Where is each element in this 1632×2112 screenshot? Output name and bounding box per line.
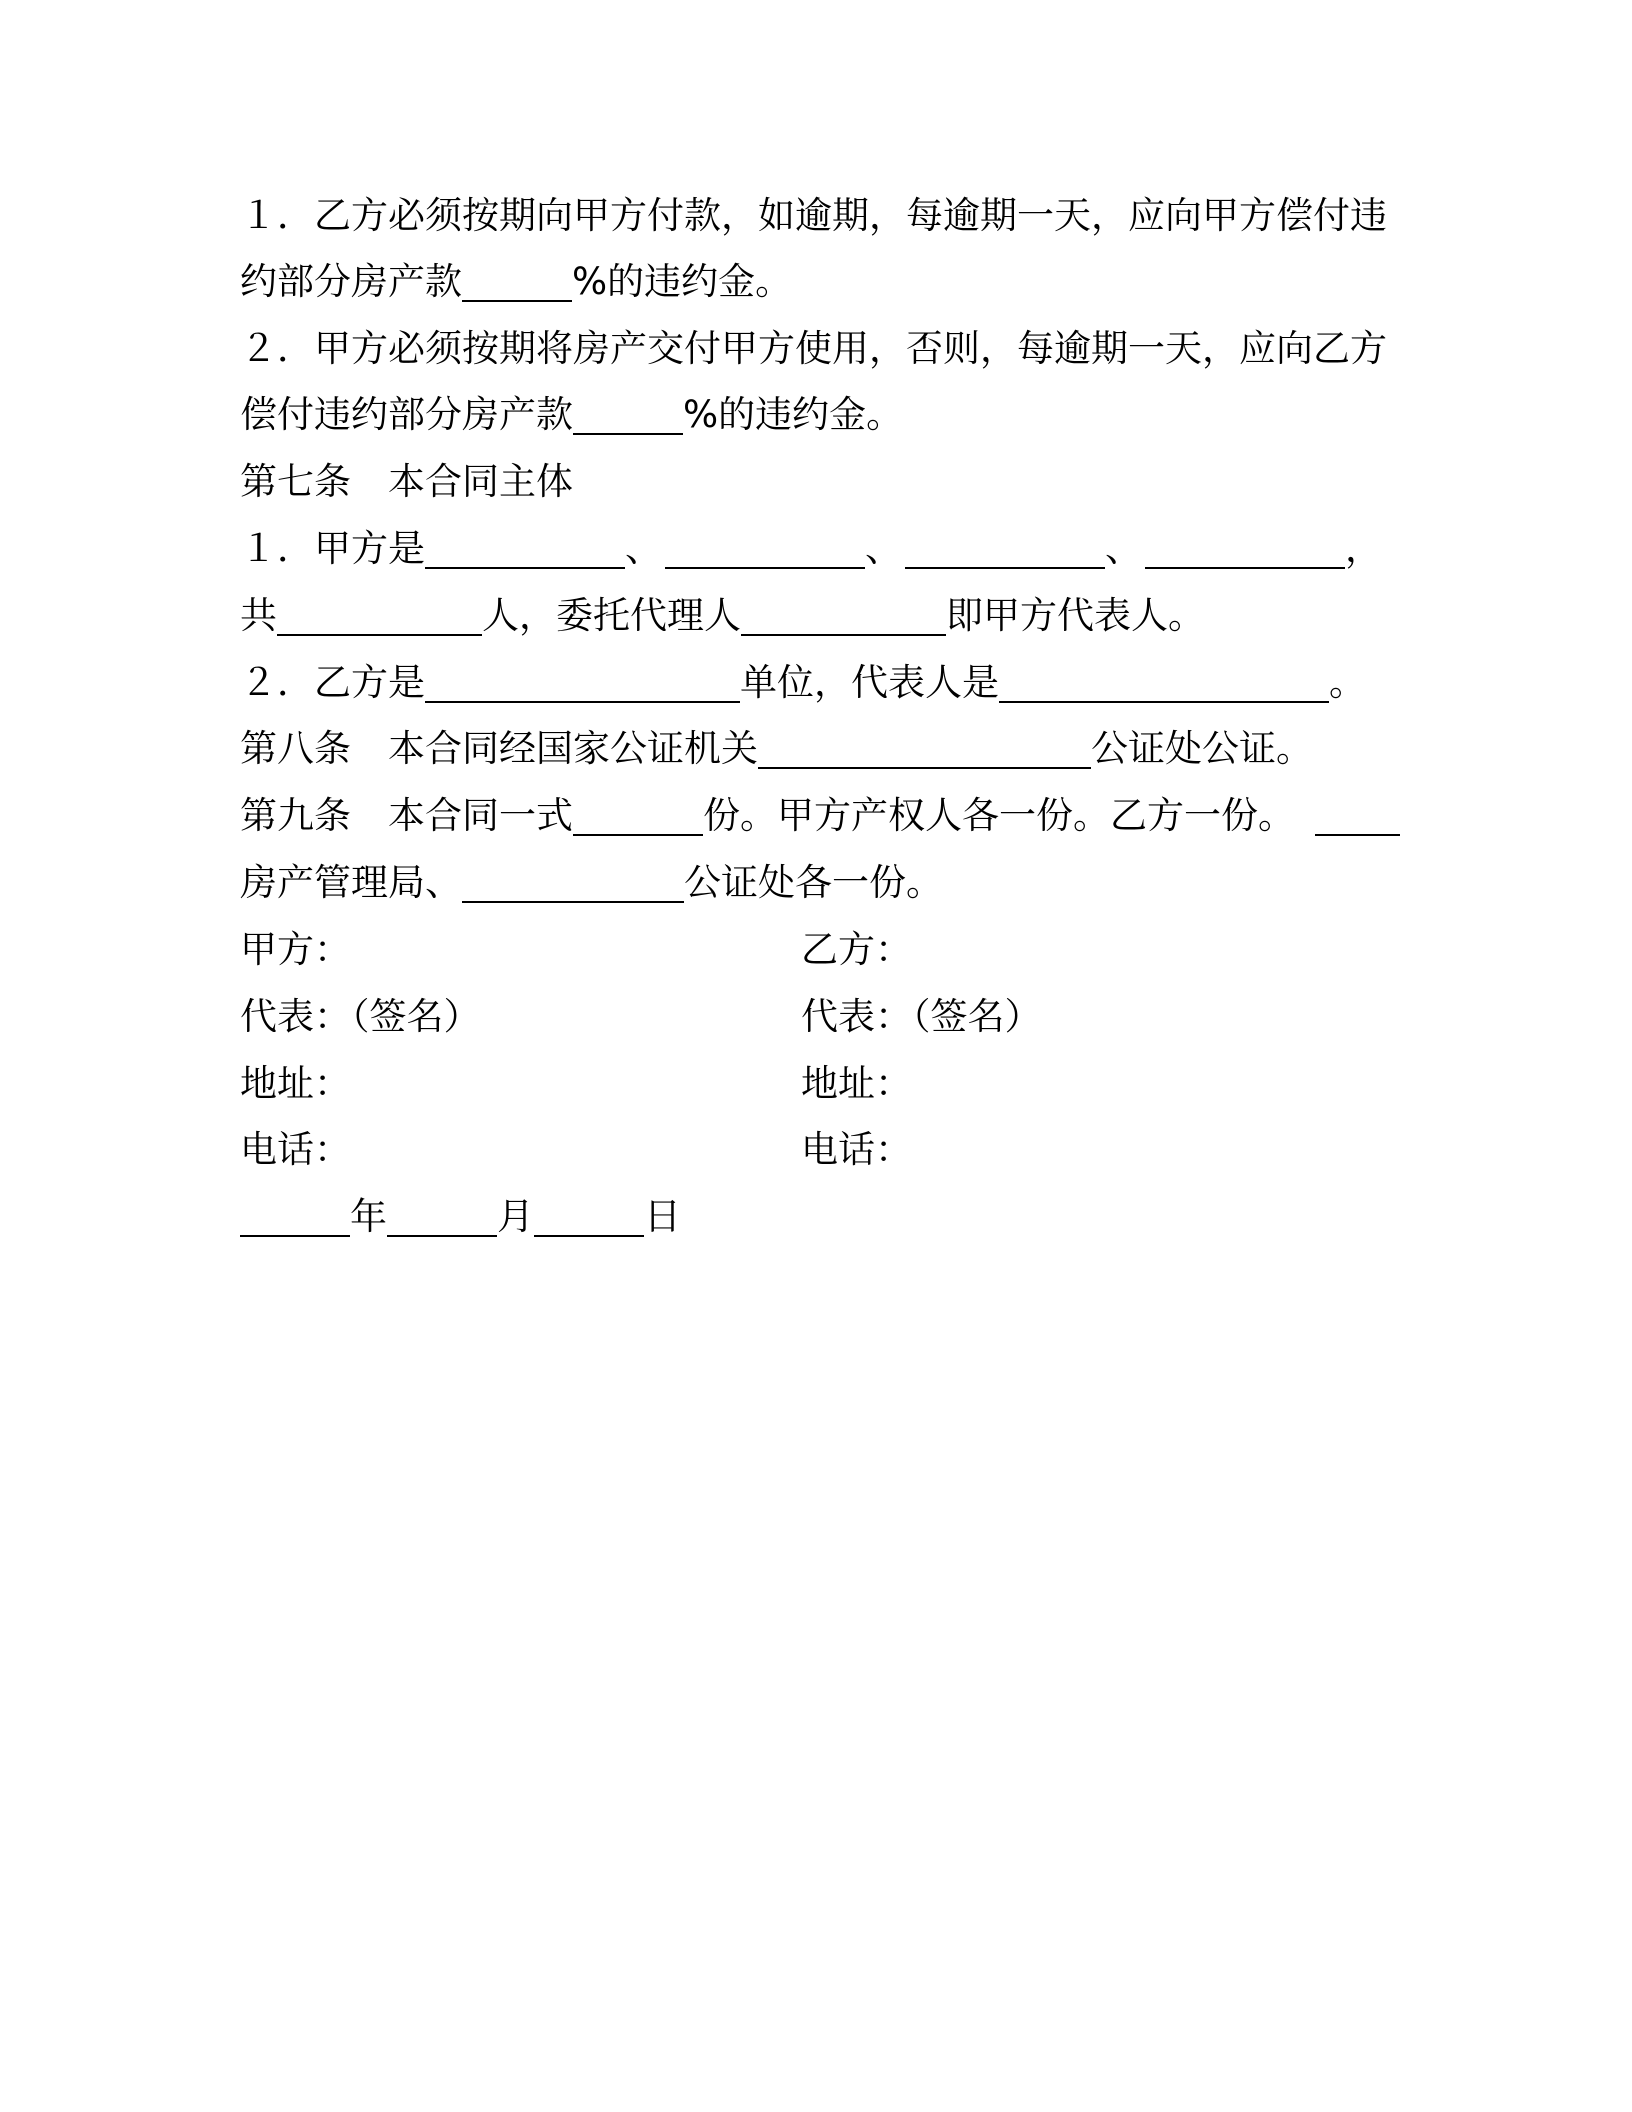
agent-label: 人，委托代理人 xyxy=(482,594,741,637)
signature-party-row xyxy=(0,922,1632,978)
party-a-phone-label: 电话： xyxy=(240,1128,351,1171)
clause7-item2-prefix: ２．乙方是 xyxy=(240,661,425,704)
year-blank[interactable] xyxy=(240,1195,350,1237)
notary-office-blank[interactable] xyxy=(462,861,684,903)
clause8 xyxy=(240,721,1313,777)
clause6-item2-text-b: 偿付违约部分房产款 xyxy=(240,393,573,436)
copies-extra-blank[interactable] xyxy=(1315,794,1400,836)
party-b-rep-blank[interactable] xyxy=(999,661,1329,703)
clause6-item2-line1 xyxy=(240,321,1387,377)
party-b-unit-blank[interactable] xyxy=(425,661,740,703)
clause7-item1-prefix: １．甲方是 xyxy=(240,527,425,570)
period: 。 xyxy=(1329,661,1366,704)
clause9-line2-prefix: 房产管理局、 xyxy=(240,861,462,904)
clause6-item2-line2 xyxy=(240,387,903,443)
party-b-address-label: 地址： xyxy=(801,1062,912,1105)
day-blank[interactable] xyxy=(534,1195,644,1237)
day-label: 日 xyxy=(644,1195,681,1238)
clause6-item1-text-b: 约部分房产款 xyxy=(240,260,462,303)
clause7-item1-line2 xyxy=(240,588,1205,644)
clause6-item2-text: ２．甲方必须按期将房产交付甲方使用，否则，每逾期一天，应向乙方 xyxy=(240,327,1387,370)
separator: 、 xyxy=(625,527,662,570)
month-label: 月 xyxy=(497,1195,534,1238)
agent-name-blank[interactable] xyxy=(741,594,946,636)
signature-address-row xyxy=(0,1056,1632,1112)
clause6-item2-text-c: %的违约金。 xyxy=(683,393,904,436)
clause6-item1-text-c: %的违约金。 xyxy=(572,260,793,303)
signature-rep-row xyxy=(0,989,1632,1045)
clause9-prefix: 第九条 本合同一式 xyxy=(240,794,573,837)
party-a-name-blank-3[interactable] xyxy=(905,527,1105,569)
party-a-count-blank[interactable] xyxy=(277,594,482,636)
signature-phone-row xyxy=(0,1122,1632,1178)
clause6-item1-line2 xyxy=(240,254,792,310)
clause8-suffix: 公证处公证。 xyxy=(1091,727,1313,770)
party-a-name-blank-2[interactable] xyxy=(665,527,865,569)
separator: 、 xyxy=(1105,527,1142,570)
party-a-name-blank-4[interactable] xyxy=(1145,527,1345,569)
party-b-rep-label: 代表：（签名） xyxy=(801,995,1042,1038)
penalty-rate-blank-1[interactable] xyxy=(462,260,572,302)
notary-authority-blank[interactable] xyxy=(758,727,1091,769)
party-a-name-blank-1[interactable] xyxy=(425,527,625,569)
clause9-line1 xyxy=(240,788,1400,844)
separator: 、 xyxy=(865,527,902,570)
party-a-label: 甲方： xyxy=(240,928,351,971)
clause7-item1-line1 xyxy=(240,521,1382,577)
clause9-mid: 份。甲方产权人各一份。乙方一份。 xyxy=(703,794,1295,837)
penalty-rate-blank-2[interactable] xyxy=(573,393,683,435)
clause6-item1-line1 xyxy=(240,188,1387,244)
year-label: 年 xyxy=(350,1195,387,1238)
comma: ， xyxy=(1345,527,1382,570)
clause9-line2-suffix: 公证处各一份。 xyxy=(684,861,943,904)
clause6-item1-text: １．乙方必须按期向甲方付款，如逾期，每逾期一天，应向甲方偿付违 xyxy=(240,194,1387,237)
clause9-line2 xyxy=(240,855,943,911)
representative-label: 即甲方代表人。 xyxy=(946,594,1205,637)
month-blank[interactable] xyxy=(387,1195,497,1237)
clause7-item2-mid: 单位，代表人是 xyxy=(740,661,999,704)
total-label: 共 xyxy=(240,594,277,637)
party-b-label: 乙方： xyxy=(801,928,912,971)
party-a-rep-label: 代表：（签名） xyxy=(240,995,481,1038)
clause8-prefix: 第八条 本合同经国家公证机关 xyxy=(240,727,758,770)
clause7-item2 xyxy=(240,655,1366,711)
clause7-heading-text: 第七条 本合同主体 xyxy=(240,460,573,503)
date-line xyxy=(240,1189,681,1245)
party-b-phone-label: 电话： xyxy=(801,1128,912,1171)
clause7-heading xyxy=(240,454,573,510)
party-a-address-label: 地址： xyxy=(240,1062,351,1105)
copies-count-blank[interactable] xyxy=(573,794,703,836)
